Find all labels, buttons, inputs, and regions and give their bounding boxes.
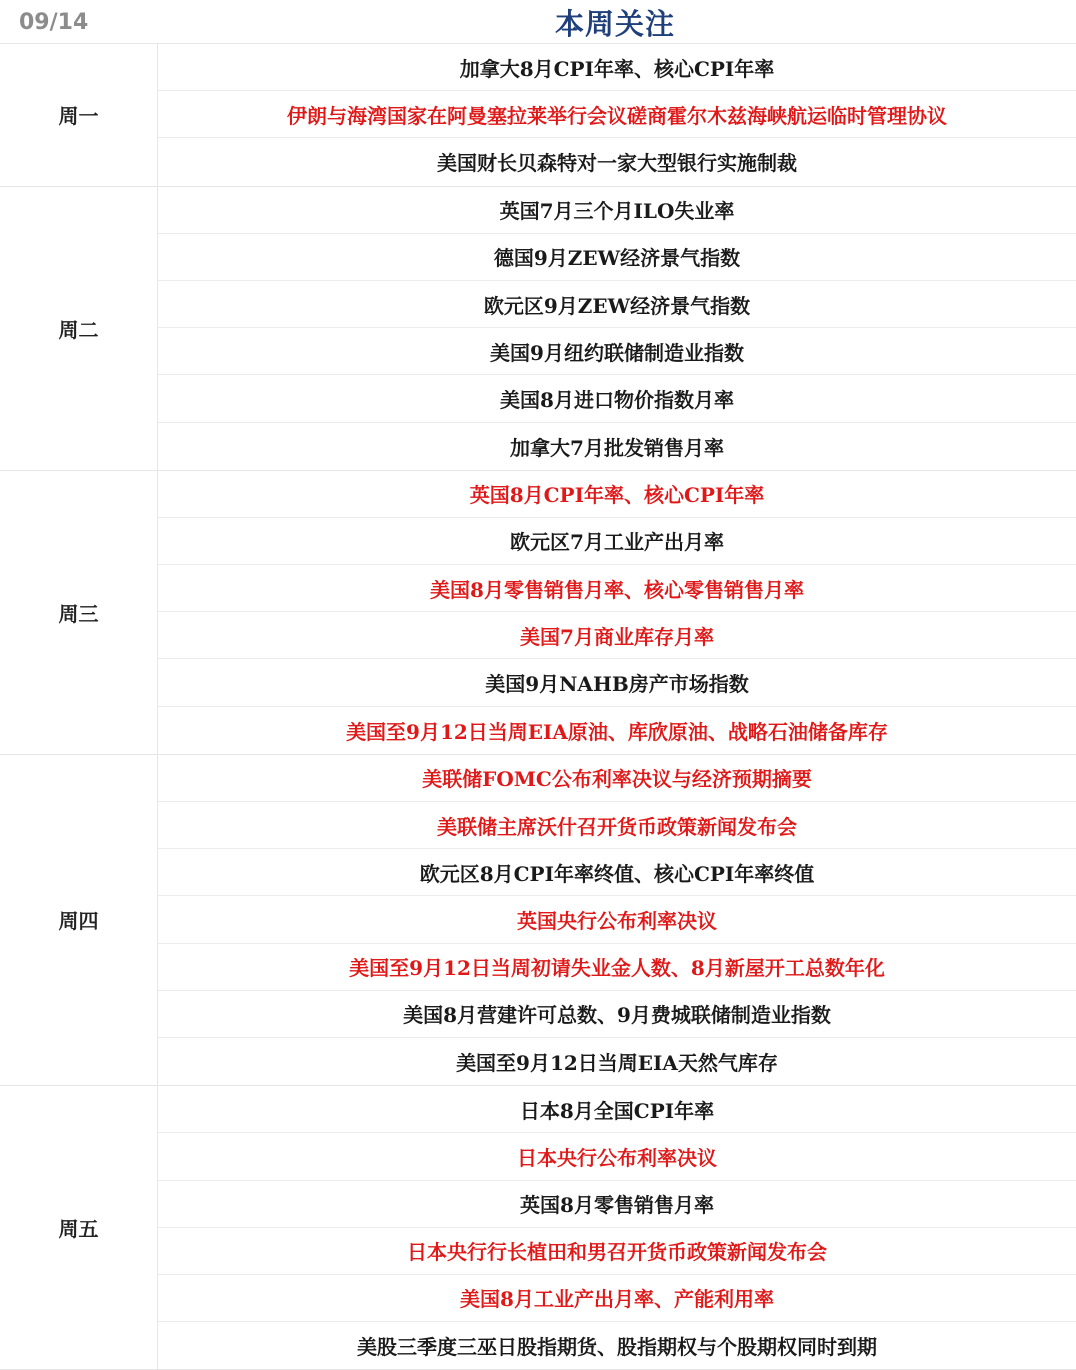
event-row: 美国8月营建许可总数、9月费城联储制造业指数 bbox=[158, 991, 1076, 1038]
event-row: 美国9月纽约联储制造业指数 bbox=[158, 328, 1076, 375]
event-row: 欧元区9月ZEW经济景气指数 bbox=[158, 281, 1076, 328]
day-label: 周三 bbox=[0, 471, 158, 754]
event-list bbox=[158, 44, 1076, 186]
event-row: 欧元区8月CPI年率终值、核心CPI年率终值 bbox=[158, 849, 1076, 896]
event-row: 美国至9月12日当周EIA原油、库欣原油、战略石油储备库存 bbox=[346, 719, 888, 744]
weekly-calendar-table bbox=[0, 44, 1076, 1370]
day-group bbox=[0, 44, 1076, 187]
event-row: 美股三季度三巫日股指期货、股指期权与个股期权同时到期 bbox=[357, 1335, 877, 1360]
day-group bbox=[0, 187, 1076, 471]
event-row: 美国8月零售销售月率、核心零售销售月率 bbox=[158, 565, 1076, 612]
event-row: 欧元区7月工业产出月率 bbox=[158, 518, 1076, 565]
day-group bbox=[0, 471, 1076, 755]
event-row: 美国9月NAHB房产市场指数 bbox=[158, 659, 1076, 706]
date-label: 09/14 bbox=[19, 10, 89, 35]
event-row: 英国央行公布利率决议 bbox=[158, 896, 1076, 943]
event-row: 美国至9月12日当周EIA天然气库存 bbox=[456, 1051, 778, 1076]
event-row: 英国8月CPI年率、核心CPI年率 bbox=[158, 471, 1076, 518]
event-row: 伊朗与海湾国家在阿曼塞拉莱举行会议磋商霍尔木兹海峡航运临时管理协议 bbox=[158, 91, 1076, 138]
event-row: 日本8月全国CPI年率 bbox=[158, 1086, 1076, 1133]
event-row: 美联储主席沃什召开货币政策新闻发布会 bbox=[158, 802, 1076, 849]
event-list bbox=[158, 755, 1076, 1085]
header bbox=[0, 0, 1076, 44]
event-row: 英国7月三个月ILO失业率 bbox=[158, 187, 1076, 234]
event-row: 加拿大8月CPI年率、核心CPI年率 bbox=[158, 44, 1076, 91]
day-label: 周四 bbox=[0, 755, 158, 1085]
event-list bbox=[158, 471, 1076, 754]
day-group bbox=[0, 755, 1076, 1086]
event-row: 美国8月工业产出月率、产能利用率 bbox=[158, 1275, 1076, 1322]
event-row: 加拿大7月批发销售月率 bbox=[510, 435, 724, 460]
event-row: 英国8月零售销售月率 bbox=[158, 1181, 1076, 1228]
event-row: 美国财长贝森特对一家大型银行实施制裁 bbox=[437, 151, 797, 176]
event-row: 日本央行行长植田和男召开货币政策新闻发布会 bbox=[158, 1228, 1076, 1275]
event-row: 美国至9月12日当周初请失业金人数、8月新屋开工总数年化 bbox=[158, 944, 1076, 991]
event-list bbox=[158, 1086, 1076, 1369]
event-row: 美国7月商业库存月率 bbox=[158, 612, 1076, 659]
event-row: 美联储FOMC公布利率决议与经济预期摘要 bbox=[158, 755, 1076, 802]
event-row: 美国8月进口物价指数月率 bbox=[158, 375, 1076, 422]
page-title: 本周关注 bbox=[554, 7, 675, 41]
day-group bbox=[0, 1086, 1076, 1370]
day-label: 周五 bbox=[0, 1086, 158, 1369]
day-label: 周一 bbox=[0, 44, 158, 186]
event-list bbox=[158, 187, 1076, 470]
event-row: 德国9月ZEW经济景气指数 bbox=[158, 234, 1076, 281]
event-row: 日本央行公布利率决议 bbox=[158, 1133, 1076, 1180]
day-label: 周二 bbox=[0, 187, 158, 470]
